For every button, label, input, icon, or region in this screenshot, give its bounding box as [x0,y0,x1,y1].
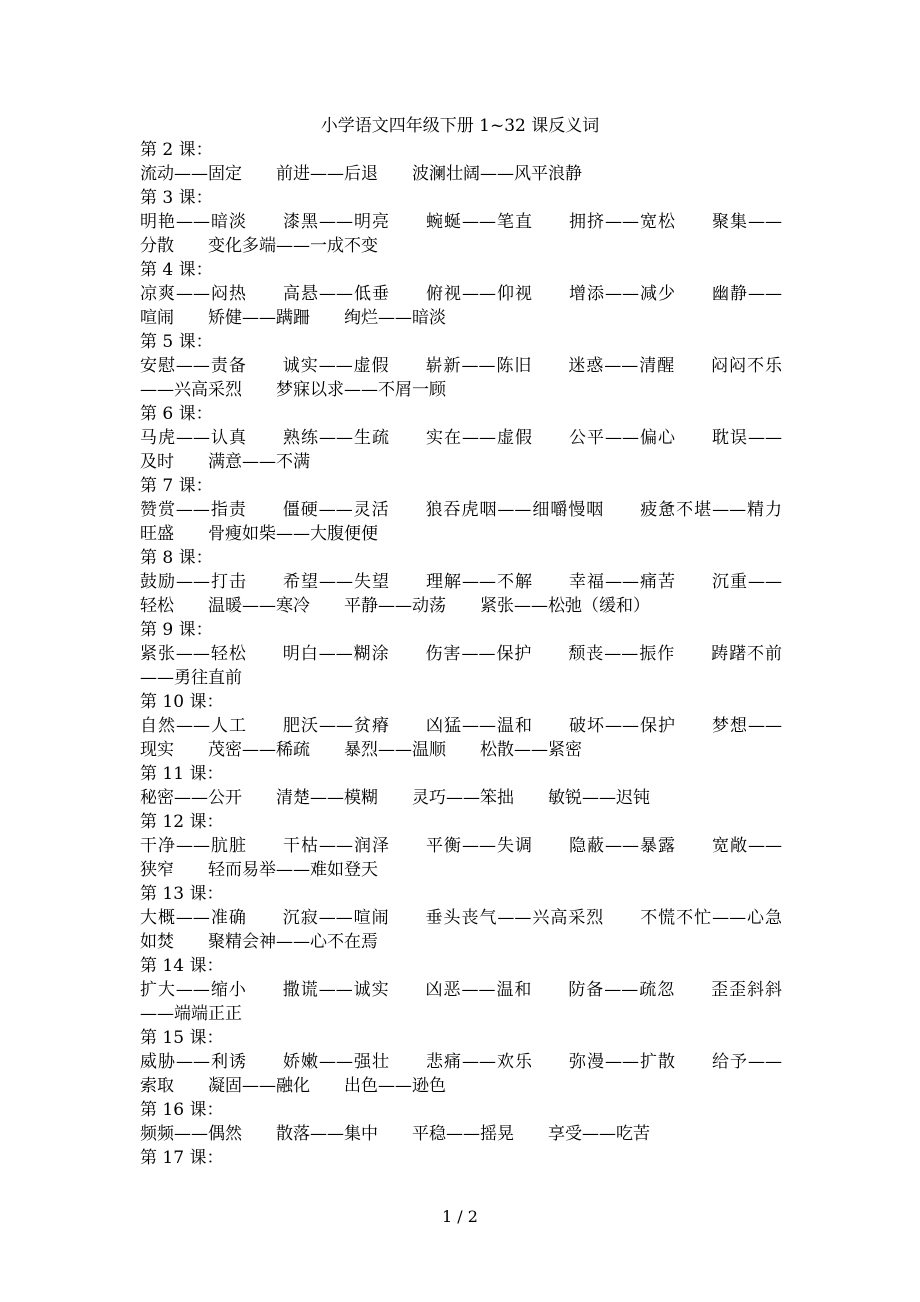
lesson-heading-15: 第 15 课： [140,1028,224,1048]
antonym-line: ——端端正正 [140,1004,242,1024]
lesson-heading-4: 第 4 课： [140,260,213,280]
antonym-line: 自然——人工 肥沃——贫瘠 凶猛——温和 破坏——保护 梦想—— [140,716,782,736]
antonym-line: ——勇往直前 [140,668,242,688]
antonym-line: 及时 满意——不满 [140,452,310,472]
lesson-heading-14: 第 14 课： [140,956,224,976]
lesson-heading-5: 第 5 课： [140,332,213,352]
lesson-heading-13: 第 13 课： [140,884,224,904]
antonym-line: 如焚 聚精会神——心不在焉 [140,932,378,952]
antonym-line: 索取 凝固——融化 出色——逊色 [140,1076,446,1096]
lesson-heading-17: 第 17 课： [140,1148,224,1168]
antonym-line: 威胁——利诱 娇嫩——强壮 悲痛——欢乐 弥漫——扩散 给予—— [140,1052,782,1072]
page-number: 1 / 2 [442,1207,478,1226]
antonym-line: 喧闹 矫健——蹒跚 绚烂——暗淡 [140,308,446,328]
antonym-line: 流动——固定 前进——后退 波澜壮阔——风平浪静 [140,164,582,184]
lesson-heading-7: 第 7 课： [140,476,213,496]
document-title: 小学语文四年级下册 1~32 课反义词 [320,116,600,136]
lesson-heading-10: 第 10 课： [140,692,224,712]
antonym-line: 安慰——责备 诚实——虚假 崭新——陈旧 迷惑——清醒 闷闷不乐 [140,356,782,376]
antonym-line: 秘密——公开 清楚——模糊 灵巧——笨拙 敏锐——迟钝 [140,788,650,808]
antonym-line: 干净——肮脏 干枯——润泽 平衡——失调 隐蔽——暴露 宽敞—— [140,836,782,856]
antonym-line: 紧张——轻松 明白——糊涂 伤害——保护 颓丧——振作 踌躇不前 [140,644,782,664]
lesson-heading-6: 第 6 课： [140,404,213,424]
lesson-heading-11: 第 11 课： [140,764,224,784]
antonym-line: 现实 茂密——稀疏 暴烈——温顺 松散——紧密 [140,740,582,760]
antonym-line: 分散 变化多端——一成不变 [140,236,378,256]
lesson-heading-16: 第 16 课： [140,1100,224,1120]
antonym-line: 扩大——缩小 撒谎——诚实 凶恶——温和 防备——疏忽 歪歪斜斜 [140,980,782,1000]
antonym-line: 凉爽——闷热 高悬——低垂 俯视——仰视 增添——减少 幽静—— [140,284,782,304]
antonym-line: 赞赏——指责 僵硬——灵活 狼吞虎咽——细嚼慢咽 疲惫不堪——精力 [140,500,782,520]
antonym-line: 狭窄 轻而易举——难如登天 [140,860,378,880]
antonym-line: 轻松 温暖——寒冷 平静——动荡 紧张——松弛（缓和） [140,596,650,616]
lesson-heading-3: 第 3 课： [140,188,213,208]
antonym-line: 频频——偶然 散落——集中 平稳——摇晃 享受——吃苦 [140,1124,650,1144]
lesson-heading-2: 第 2 课： [140,140,213,160]
antonym-line: 马虎——认真 熟练——生疏 实在——虚假 公平——偏心 耽误—— [140,428,782,448]
document-body [140,138,782,1170]
lesson-heading-8: 第 8 课： [140,548,213,568]
antonym-line: 旺盛 骨瘦如柴——大腹便便 [140,524,378,544]
antonym-line: ——兴高采烈 梦寐以求——不屑一顾 [140,380,446,400]
lesson-heading-12: 第 12 课： [140,812,224,832]
antonym-line: 大概——准确 沉寂——喧闹 垂头丧气——兴高采烈 不慌不忙——心急 [140,908,782,928]
lesson-heading-9: 第 9 课： [140,620,213,640]
antonym-line: 鼓励——打击 希望——失望 理解——不解 幸福——痛苦 沉重—— [140,572,782,592]
antonym-line: 明艳——暗淡 漆黑——明亮 蜿蜒——笔直 拥挤——宽松 聚集—— [140,212,782,232]
